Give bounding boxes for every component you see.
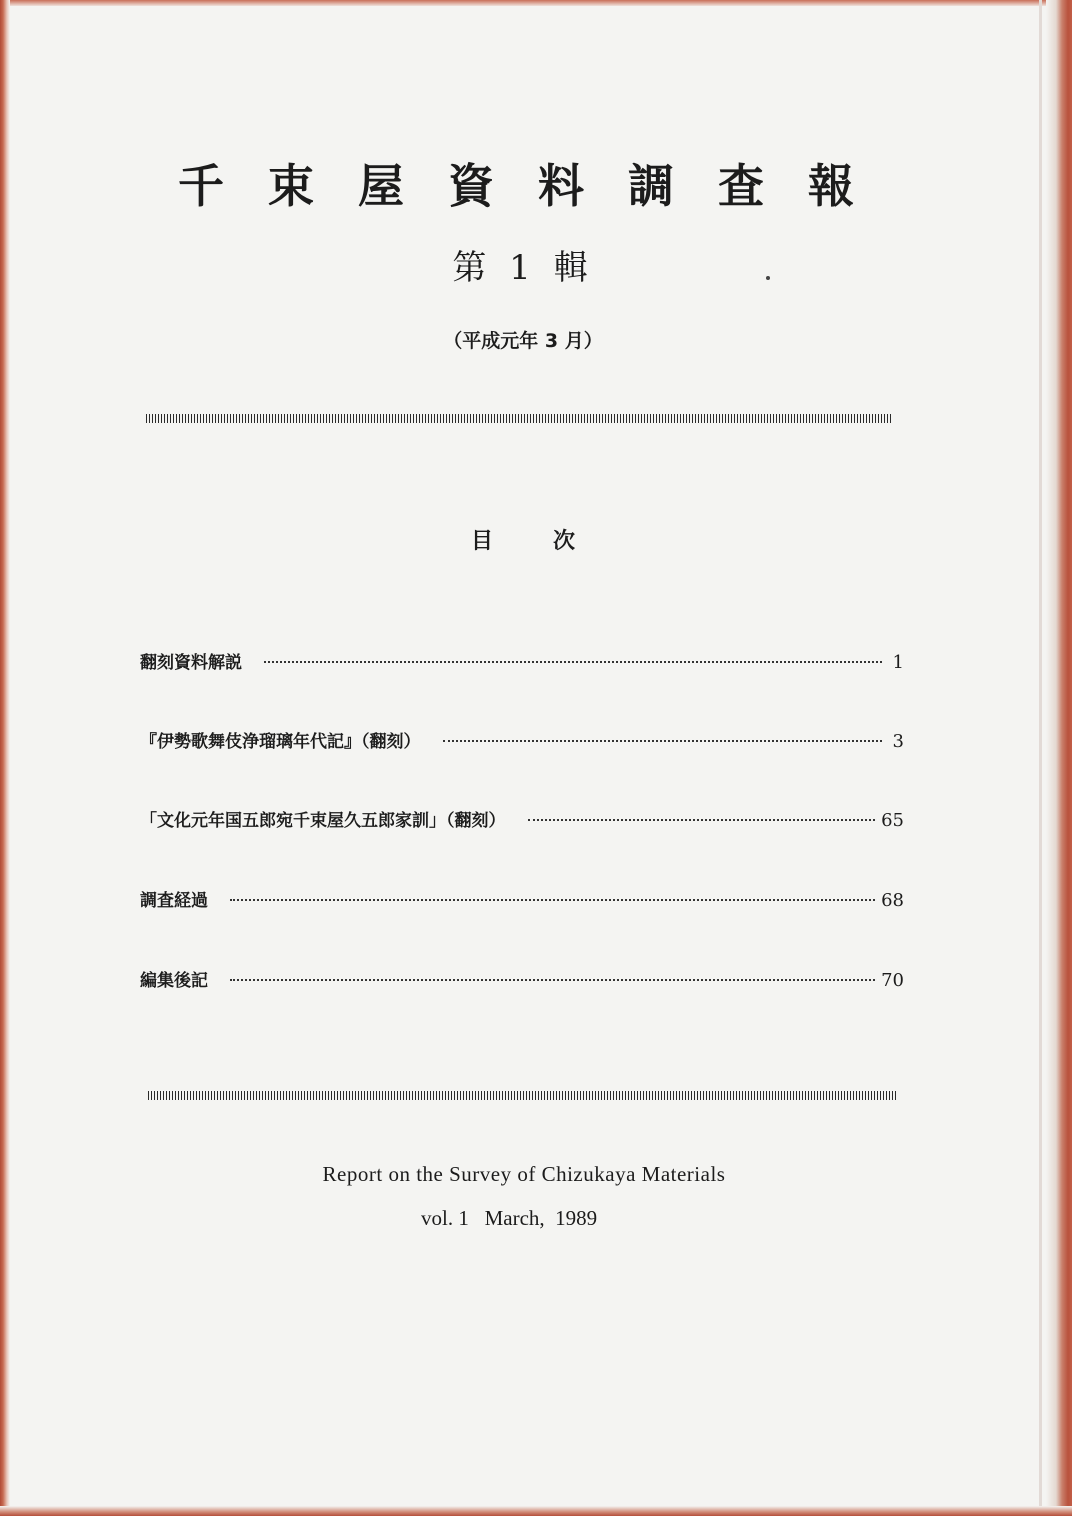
toc-heading: 目次 [470,529,635,554]
document-title: 千 束 屋 資 料 調 査 報 [177,159,869,213]
english-title: Report on the Survey of Chizukaya Materials [322,1162,726,1186]
toc-entry-title: 調査経過 [140,891,208,911]
toc-entry-title: 翻刻資料解説 [140,653,242,673]
toc-entry-page: 65 [881,810,904,831]
volume-number: 第 1 輯 [452,248,594,288]
toc-entry-page: 3 [892,731,904,752]
toc-leader-dots [443,740,883,742]
toc-leader-dots [264,661,882,663]
toc-entry-title: 「文化元年国五郎宛千束屋久五郎家訓」（翻刻） [140,811,506,831]
scan-speck [766,276,770,280]
decorative-rule-top [146,414,893,423]
toc-leader-dots [230,979,875,981]
page-edge-bottom [0,1506,1072,1516]
toc-entry-page: 68 [881,890,904,911]
toc-entry[interactable] [140,966,904,994]
page-edge-left [0,0,10,1516]
toc-entry[interactable] [140,886,904,914]
toc-leader-dots [230,899,875,901]
page-edge-right [1046,0,1072,1516]
toc-entry[interactable] [140,648,904,676]
publication-date: （平成元年 3 月） [443,330,603,352]
toc-entry-title: 『伊勢歌舞伎浄瑠璃年代記』（翻刻） [140,732,421,752]
toc-entry-page: 1 [892,652,904,673]
page-fold [1039,0,1042,1516]
decorative-rule-bottom [148,1091,897,1100]
toc-leader-dots [528,819,876,821]
toc-entry-title: 編集後記 [140,971,208,991]
page-edge-top [0,0,1072,6]
toc-entry[interactable] [140,727,904,755]
toc-entry[interactable] [140,806,904,834]
english-volume-line: vol. 1 March, 1989 [421,1206,598,1230]
toc-entry-page: 70 [881,970,904,991]
